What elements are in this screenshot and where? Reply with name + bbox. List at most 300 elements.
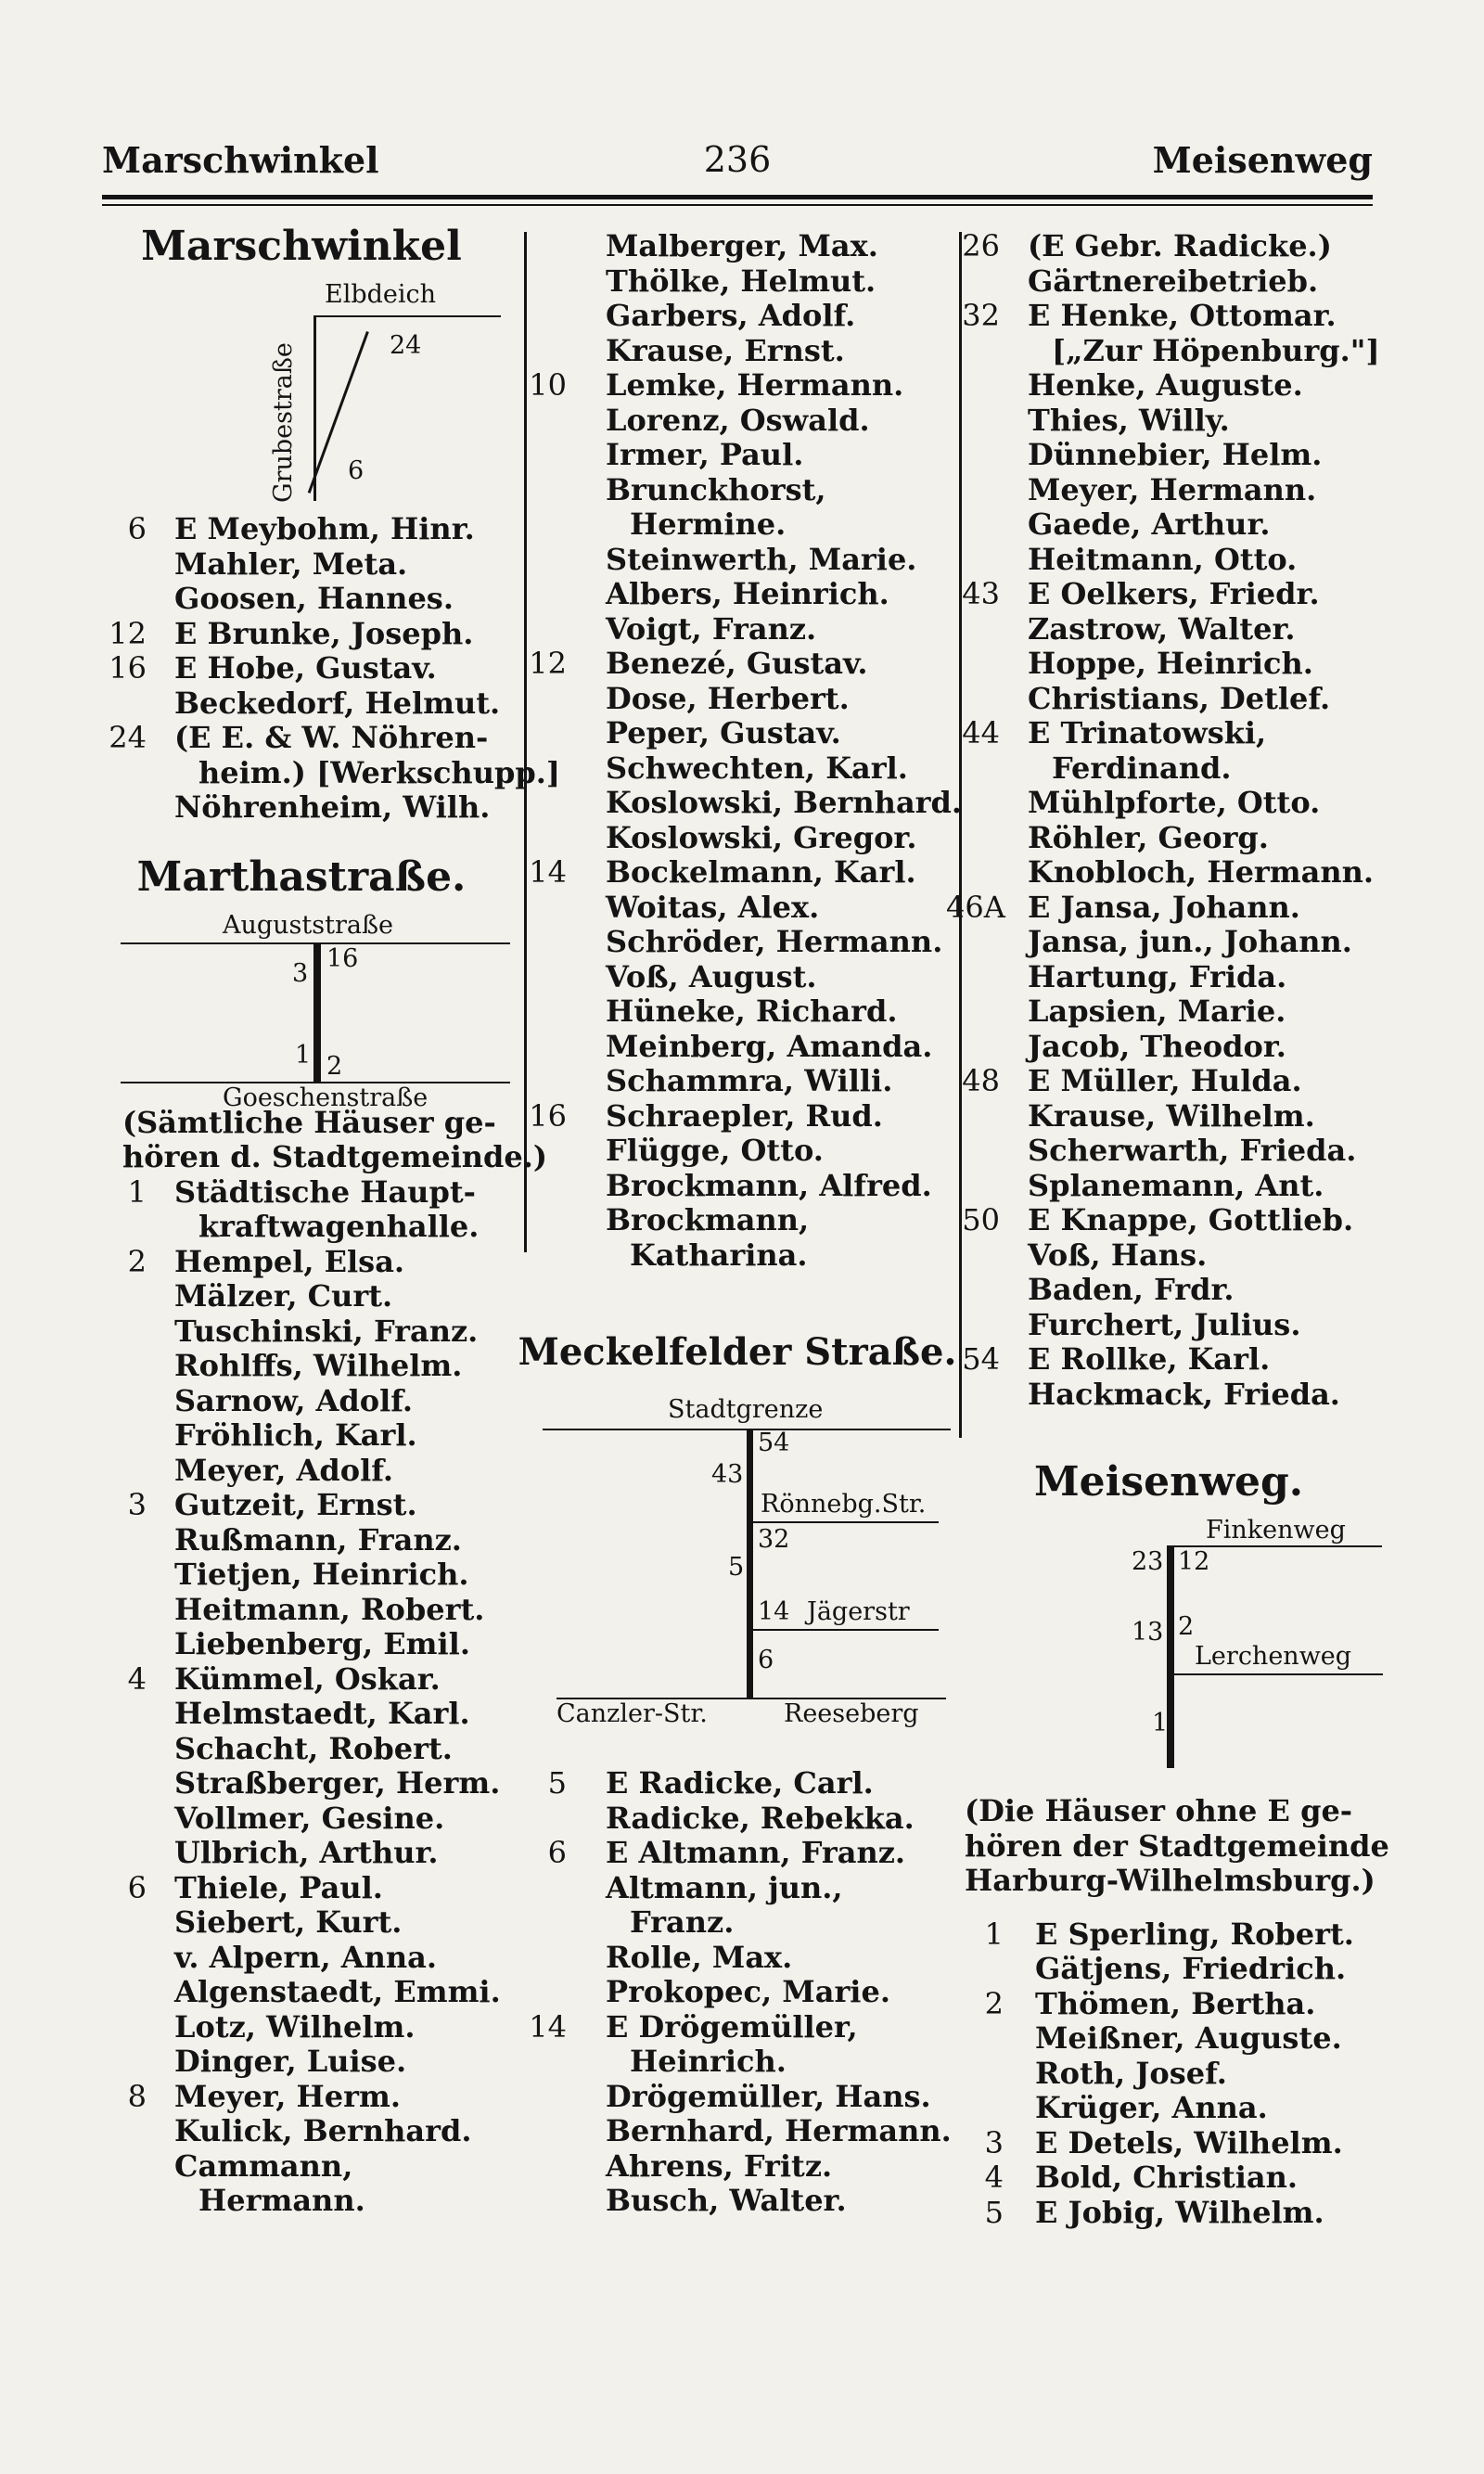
list-item	[515, 751, 960, 787]
list-item	[515, 543, 960, 578]
house-number: 14	[529, 854, 567, 890]
resident-entry: Heinrich.	[630, 2044, 787, 2079]
list-item	[515, 1203, 960, 1238]
resident-entry: heim.) [Werkschupp.]	[198, 754, 560, 790]
list-item	[83, 1139, 548, 1175]
list-item	[515, 785, 963, 821]
list-item	[515, 1836, 960, 1871]
map-num: 6	[348, 456, 365, 485]
list-item	[515, 2080, 960, 2115]
resident-entry: Scherwarth, Frieda.	[1028, 1133, 1357, 1168]
meisenweg-note	[946, 1829, 1391, 1865]
resident-entry: Lorenz, Oswald.	[606, 402, 870, 438]
resident-entry: Cammann,	[174, 2147, 353, 2184]
resident-entry: Hoppe, Heinrich.	[1028, 646, 1313, 681]
col3-entries	[946, 229, 1391, 1412]
resident-entry: Ulbrich, Arthur.	[174, 1835, 439, 1870]
house-number: 5	[547, 1765, 567, 1801]
resident-entry: Lapsien, Marie.	[1028, 993, 1286, 1029]
resident-entry: Meißner, Auguste.	[1035, 2020, 1342, 2056]
resident-entry: E Müller, Hulda.	[1028, 1063, 1302, 1098]
list-item	[83, 2114, 519, 2149]
house-number: 50	[962, 1202, 1000, 1237]
resident-entry: Garbers, Adolf.	[606, 298, 856, 333]
house-number: 32	[962, 298, 1000, 333]
resident-entry: Franz.	[630, 1904, 735, 1940]
resident-entry: Prokopec, Marie.	[606, 1974, 890, 2009]
resident-entry: Hermine.	[630, 506, 787, 542]
list-item	[946, 855, 1391, 891]
resident-entry: Voß, August.	[606, 958, 817, 994]
list-item	[515, 1064, 960, 1099]
resident-entry: Rolle, Max.	[606, 1939, 793, 1975]
resident-entry: E Radicke, Carl.	[606, 1765, 874, 1801]
resident-entry: (E E. & W. Nöhren-	[174, 720, 489, 755]
map-num: 12	[1178, 1547, 1210, 1576]
resident-entry: E Henke, Ottomar.	[1028, 298, 1337, 333]
list-item	[946, 2126, 1391, 2161]
resident-entry: Busch, Walter.	[606, 2183, 847, 2218]
resident-entry: Siebert, Kurt.	[174, 1904, 403, 1940]
list-item	[946, 368, 1391, 404]
list-item	[515, 821, 960, 856]
list-item	[515, 612, 960, 647]
list-item	[83, 2080, 519, 2115]
list-item	[83, 1279, 519, 1314]
resident-entry: Jansa, jun., Johann.	[1028, 924, 1352, 959]
map-num: 14	[758, 1597, 790, 1626]
list-item	[83, 1871, 519, 1906]
list-item	[83, 2184, 519, 2219]
header-rule-thin	[102, 204, 1373, 206]
resident-entry: E Drögemüller,	[606, 2008, 858, 2045]
resident-entry: Tietjen, Heinrich.	[174, 1557, 469, 1592]
resident-entry: Brunckhorst,	[606, 471, 826, 507]
list-item	[946, 925, 1391, 960]
meisenweg-note	[946, 1864, 1391, 1899]
resident-entry: Meyer, Adolf.	[174, 1452, 394, 1488]
list-item	[515, 682, 960, 717]
resident-entry: Koslowski, Bernhard.	[606, 785, 963, 820]
column-2	[515, 228, 963, 2219]
resident-entry: Krüger, Anna.	[1035, 2090, 1268, 2125]
section-title-marschwinkel: Marschwinkel	[141, 223, 462, 270]
resident-entry: E Meybohm, Hinr.	[174, 511, 475, 546]
house-number: 2	[127, 1243, 147, 1279]
resident-entry: Rohlffs, Wilhelm.	[174, 1348, 463, 1383]
list-item	[515, 1801, 960, 1837]
resident-entry: [„Zur Höpenburg."]	[1052, 332, 1380, 368]
list-item	[946, 821, 1391, 856]
resident-entry: Hartung, Frida.	[1028, 958, 1287, 994]
resident-entry: Helmstaedt, Karl.	[174, 1696, 470, 1731]
resident-entry: Albers, Heinrich.	[606, 576, 889, 611]
house-number: 16	[109, 650, 147, 686]
list-item	[946, 2091, 1391, 2126]
house-number: 2	[984, 1985, 1004, 2021]
list-item	[83, 582, 519, 617]
map-num: 23	[1132, 1547, 1164, 1576]
list-item	[83, 1662, 519, 1698]
list-item	[946, 2160, 1391, 2196]
resident-entry: E Oelkers, Friedr.	[1028, 576, 1320, 611]
resident-entry: Koslowski, Gregor.	[606, 819, 917, 855]
resident-entry: Liebenberg, Emil.	[174, 1626, 470, 1661]
list-item	[83, 1384, 519, 1419]
house-number: 16	[529, 1097, 567, 1134]
header-right-street: Meisenweg	[1152, 139, 1373, 181]
list-item	[515, 891, 960, 926]
list-item	[83, 1245, 519, 1280]
marschwinkel-entries	[83, 511, 560, 826]
list-item	[946, 891, 1391, 926]
list-item	[83, 2010, 519, 2045]
resident-entry: Splanemann, Ant.	[1028, 1167, 1324, 1203]
resident-entry: v. Alpern, Anna.	[174, 1939, 438, 1975]
resident-entry: Radicke, Rebekka.	[606, 1800, 915, 1836]
list-item	[946, 786, 1391, 821]
house-number: 46A	[946, 889, 1005, 925]
list-item	[515, 1941, 960, 1976]
resident-entry: Meyer, Hermann.	[1028, 471, 1317, 507]
resident-entry: Gutzeit, Ernst.	[174, 1487, 417, 1522]
street-map-meckelfelder	[515, 1386, 960, 1729]
map-label-elbdeich: Elbdeich	[325, 280, 437, 309]
list-item	[515, 473, 960, 508]
list-item	[946, 1952, 1391, 1987]
list-item	[83, 1349, 519, 1384]
resident-entry: Peper, Gustav.	[606, 715, 841, 750]
resident-entry: Hüneke, Richard.	[606, 993, 898, 1029]
meisenweg-entries	[946, 1917, 1391, 2231]
list-item	[946, 1238, 1391, 1274]
house-number: 6	[547, 1835, 567, 1870]
resident-entry: Zastrow, Walter.	[1028, 610, 1296, 647]
map-num: 3	[292, 958, 309, 988]
map-label-stadtgrenze: Stadtgrenze	[668, 1395, 824, 1424]
resident-entry: Thiele, Paul.	[174, 1869, 383, 1905]
list-item	[83, 754, 560, 791]
list-item	[515, 229, 960, 264]
map-line	[315, 315, 501, 317]
list-item	[83, 1801, 519, 1837]
note-line: (Die Häuser ohne E ge-	[965, 1793, 1353, 1828]
map-num: 43	[711, 1460, 744, 1489]
resident-entry: Bold, Christian.	[1035, 2160, 1298, 2195]
list-item	[946, 1987, 1391, 2022]
resident-entry: Röhler, Georg.	[1028, 819, 1269, 855]
map-label-grubestrasse: Grubestraße	[269, 342, 298, 503]
resident-entry: Straßberger, Herm.	[174, 1765, 501, 1801]
resident-entry: E Brunke, Joseph.	[174, 615, 474, 651]
list-item	[515, 1975, 960, 2010]
list-item	[515, 299, 960, 334]
list-item	[83, 1314, 519, 1350]
resident-entry: E Trinatowski,	[1028, 715, 1267, 750]
house-number: 3	[127, 1487, 147, 1522]
map-num: 2	[326, 1051, 343, 1081]
list-item	[515, 507, 960, 543]
resident-entry: Hackmack, Frieda.	[1028, 1376, 1340, 1412]
resident-entry: Gätjens, Friedrich.	[1035, 1951, 1347, 1986]
map-line	[313, 942, 321, 1082]
map-label-lerchenweg: Lerchenweg	[1195, 1642, 1352, 1671]
house-number: 54	[962, 1341, 1000, 1377]
resident-entry: Dose, Herbert.	[606, 680, 850, 716]
list-item	[515, 1099, 960, 1134]
house-number: 43	[962, 576, 1000, 611]
resident-entry: Furchert, Julius.	[1028, 1306, 1301, 1342]
map-num: 13	[1132, 1618, 1164, 1647]
map-num: 16	[326, 943, 359, 973]
resident-entry: Gaede, Arthur.	[1028, 506, 1271, 542]
list-item	[515, 925, 960, 960]
resident-entry: Mühlpforte, Otto.	[1028, 785, 1321, 820]
list-item	[515, 1238, 960, 1274]
list-item	[946, 1064, 1391, 1099]
list-item	[83, 617, 519, 652]
resident-entry: Roth, Josef.	[1035, 2055, 1227, 2091]
resident-entry: Fröhlich, Karl.	[174, 1417, 417, 1453]
house-number: 44	[962, 715, 1000, 750]
list-item	[946, 1099, 1391, 1134]
list-item	[946, 751, 1391, 787]
list-item	[515, 1030, 960, 1065]
list-item	[946, 264, 1391, 300]
list-item	[515, 1134, 960, 1169]
resident-entry: kraftwagenhalle.	[198, 1209, 480, 1244]
list-item	[83, 1836, 519, 1871]
header-left-street: Marschwinkel	[102, 139, 379, 181]
resident-entry: E Jobig, Wilhelm.	[1035, 2194, 1324, 2230]
map-num: 2	[1178, 1612, 1195, 1641]
resident-entry: E Jansa, Johann.	[1028, 889, 1300, 925]
list-item	[946, 1203, 1391, 1238]
map-line	[1174, 1673, 1383, 1675]
house-number: 26	[962, 228, 1000, 263]
house-number: 4	[984, 2160, 1004, 2195]
list-item	[515, 1871, 960, 1906]
spacer	[515, 1729, 960, 1766]
list-item	[83, 1975, 519, 2010]
list-item	[515, 2149, 960, 2185]
list-item	[515, 438, 960, 473]
list-item	[83, 1557, 519, 1593]
list-item	[83, 790, 519, 826]
resident-entry: Tuschinski, Franz.	[174, 1313, 479, 1349]
house-number: 48	[962, 1063, 1000, 1098]
list-item	[83, 1941, 519, 1976]
list-item	[83, 721, 519, 756]
spacer	[946, 1775, 1391, 1794]
list-item	[83, 1627, 519, 1662]
list-item	[83, 1454, 519, 1489]
resident-entry: (Sämtliche Häuser ge-	[122, 1104, 496, 1140]
list-item	[946, 438, 1391, 473]
resident-entry: Krause, Ernst.	[606, 332, 845, 368]
resident-entry: Kulick, Bernhard.	[174, 2113, 472, 2148]
resident-entry: Henke, Auguste.	[1028, 367, 1303, 403]
page-header	[102, 139, 1373, 193]
list-item	[515, 404, 960, 439]
resident-entry: Nöhrenheim, Wilh.	[174, 789, 491, 825]
list-item	[946, 1342, 1391, 1378]
resident-entry: Vollmer, Gesine.	[174, 1800, 445, 1836]
list-item	[515, 2114, 960, 2149]
map-label-goeschenstrasse: Goeschenstraße	[223, 1083, 429, 1112]
resident-entry: Algenstaedt, Emmi.	[174, 1974, 501, 2009]
list-item	[83, 1732, 519, 1767]
list-item	[515, 994, 960, 1030]
list-item	[946, 994, 1391, 1030]
map-num: 54	[758, 1429, 790, 1457]
house-number: 1	[984, 1916, 1004, 1952]
list-item	[946, 577, 1391, 612]
list-item	[83, 1488, 519, 1523]
list-item	[515, 855, 960, 891]
list-item	[83, 547, 519, 583]
resident-entry: E Knappe, Gottlieb.	[1028, 1202, 1354, 1237]
col2-entries	[515, 228, 963, 1273]
list-item	[515, 2184, 960, 2219]
list-item	[946, 1308, 1391, 1343]
house-number: 3	[984, 2124, 1004, 2160]
resident-entry: Thies, Willy.	[1028, 402, 1230, 438]
map-num: 32	[758, 1525, 790, 1554]
house-number: 1	[127, 1173, 147, 1210]
resident-entry: E Altmann, Franz.	[606, 1835, 906, 1870]
list-item	[946, 1273, 1391, 1308]
map-num: 1	[1152, 1709, 1169, 1737]
resident-entry: Bockelmann, Karl.	[606, 854, 916, 890]
header-rule	[102, 195, 1373, 199]
resident-entry: Goosen, Hannes.	[174, 581, 454, 616]
resident-entry: Heitmann, Robert.	[174, 1591, 485, 1627]
section-title-meckelfelder: Meckelfelder Straße.	[518, 1330, 957, 1374]
resident-entry: E Hobe, Gustav.	[174, 650, 437, 686]
list-item	[946, 2021, 1391, 2057]
resident-entry: Schraepler, Rud.	[606, 1097, 883, 1134]
resident-entry: Benezé, Gustav.	[606, 646, 868, 681]
resident-entry: Schwechten, Karl.	[606, 750, 908, 786]
resident-entry: Rußmann, Franz.	[174, 1521, 462, 1557]
resident-entry: Gärtnereibetrieb.	[1028, 263, 1319, 299]
house-number: 4	[127, 1660, 147, 1697]
list-item	[946, 473, 1391, 508]
list-item	[946, 1378, 1391, 1413]
map-num: 24	[390, 331, 422, 360]
list-item	[946, 1917, 1391, 1953]
street-map-marschwinkel	[83, 280, 519, 512]
resident-entry: Städtische Haupt-	[174, 1173, 476, 1210]
list-item	[946, 543, 1391, 578]
list-item	[946, 334, 1391, 369]
resident-entry: Christians, Detlef.	[1028, 680, 1331, 716]
list-item	[83, 651, 519, 686]
resident-entry: Steinwerth, Marie.	[606, 541, 917, 577]
resident-entry: Knobloch, Hermann.	[1028, 854, 1375, 890]
list-item	[946, 682, 1391, 717]
resident-entry: Malberger, Max.	[606, 228, 878, 263]
list-item	[83, 1418, 519, 1454]
list-item	[515, 2045, 960, 2080]
map-label-roennebg-str: Rönnebg.Str.	[761, 1490, 927, 1519]
map-line	[753, 1629, 939, 1631]
house-number: 6	[127, 1869, 147, 1905]
resident-entry: Brockmann,	[606, 1202, 810, 1237]
map-num: 1	[295, 1040, 312, 1070]
resident-entry: Hermann.	[198, 2183, 365, 2218]
map-line	[747, 1429, 753, 1698]
list-item	[946, 960, 1391, 995]
spacer	[946, 1899, 1391, 1917]
list-item	[83, 1210, 519, 1245]
resident-entry: Kümmel, Oskar.	[174, 1660, 441, 1697]
resident-entry: Schammra, Willi.	[606, 1063, 893, 1098]
list-item	[83, 512, 519, 547]
list-item	[83, 1523, 519, 1558]
resident-entry: E Detels, Wilhelm.	[1035, 2124, 1343, 2160]
list-item	[83, 2149, 519, 2185]
resident-entry: Mälzer, Curt.	[174, 1278, 393, 1314]
resident-entry: Lotz, Wilhelm.	[174, 2008, 416, 2045]
meckelfelder-entries	[515, 1766, 960, 2219]
list-item	[83, 1905, 519, 1941]
resident-entry: Brockmann, Alfred.	[606, 1167, 932, 1203]
map-label-reeseberg: Reeseberg	[784, 1699, 919, 1728]
resident-entry: Drögemüller, Hans.	[606, 2078, 931, 2114]
house-number: 8	[127, 2078, 147, 2114]
resident-entry: Flügge, Otto.	[606, 1133, 824, 1168]
resident-entry: Woitas, Alex.	[606, 889, 820, 925]
resident-entry: Dinger, Luise.	[174, 2044, 407, 2079]
house-number: 5	[984, 2194, 1004, 2230]
resident-entry: Altmann, jun.,	[606, 1869, 843, 1905]
map-label-canzler-str: Canzler-Str.	[556, 1699, 708, 1728]
resident-entry: Krause, Wilhelm.	[1028, 1097, 1315, 1134]
resident-entry: Voß, Hans.	[1028, 1237, 1208, 1273]
resident-entry: Bernhard, Hermann.	[606, 2113, 952, 2148]
resident-entry: hören d. Stadtgemeinde.)	[122, 1139, 548, 1174]
resident-entry: Thölke, Helmut.	[606, 263, 876, 299]
list-item	[946, 229, 1391, 264]
house-number: 12	[109, 615, 147, 651]
map-line	[1167, 1545, 1174, 1768]
street-map-meisenweg	[946, 1516, 1391, 1775]
list-item	[515, 368, 960, 404]
list-item	[515, 577, 960, 612]
resident-entry: Thömen, Bertha.	[1035, 1985, 1316, 2021]
resident-entry: Ferdinand.	[1052, 750, 1232, 786]
resident-entry: Baden, Frdr.	[1028, 1272, 1235, 1307]
list-item	[83, 1697, 519, 1732]
list-item	[515, 647, 960, 682]
list-item	[83, 1766, 519, 1801]
resident-entry: Mahler, Meta.	[174, 545, 408, 582]
section-title-marthastrasse: Marthastraße.	[136, 852, 467, 901]
list-item	[946, 1169, 1391, 1204]
map-label-jaegerstr: Jägerstr	[807, 1597, 910, 1626]
map-line	[753, 1521, 939, 1523]
resident-entry: Dünnebier, Helm.	[1028, 437, 1323, 472]
resident-entry: Irmer, Paul.	[606, 437, 804, 472]
list-item	[946, 647, 1391, 682]
list-item	[515, 334, 960, 369]
list-item	[946, 612, 1391, 647]
list-item	[515, 2010, 960, 2045]
resident-entry: Katharina.	[630, 1237, 808, 1273]
list-item	[515, 1169, 960, 1204]
